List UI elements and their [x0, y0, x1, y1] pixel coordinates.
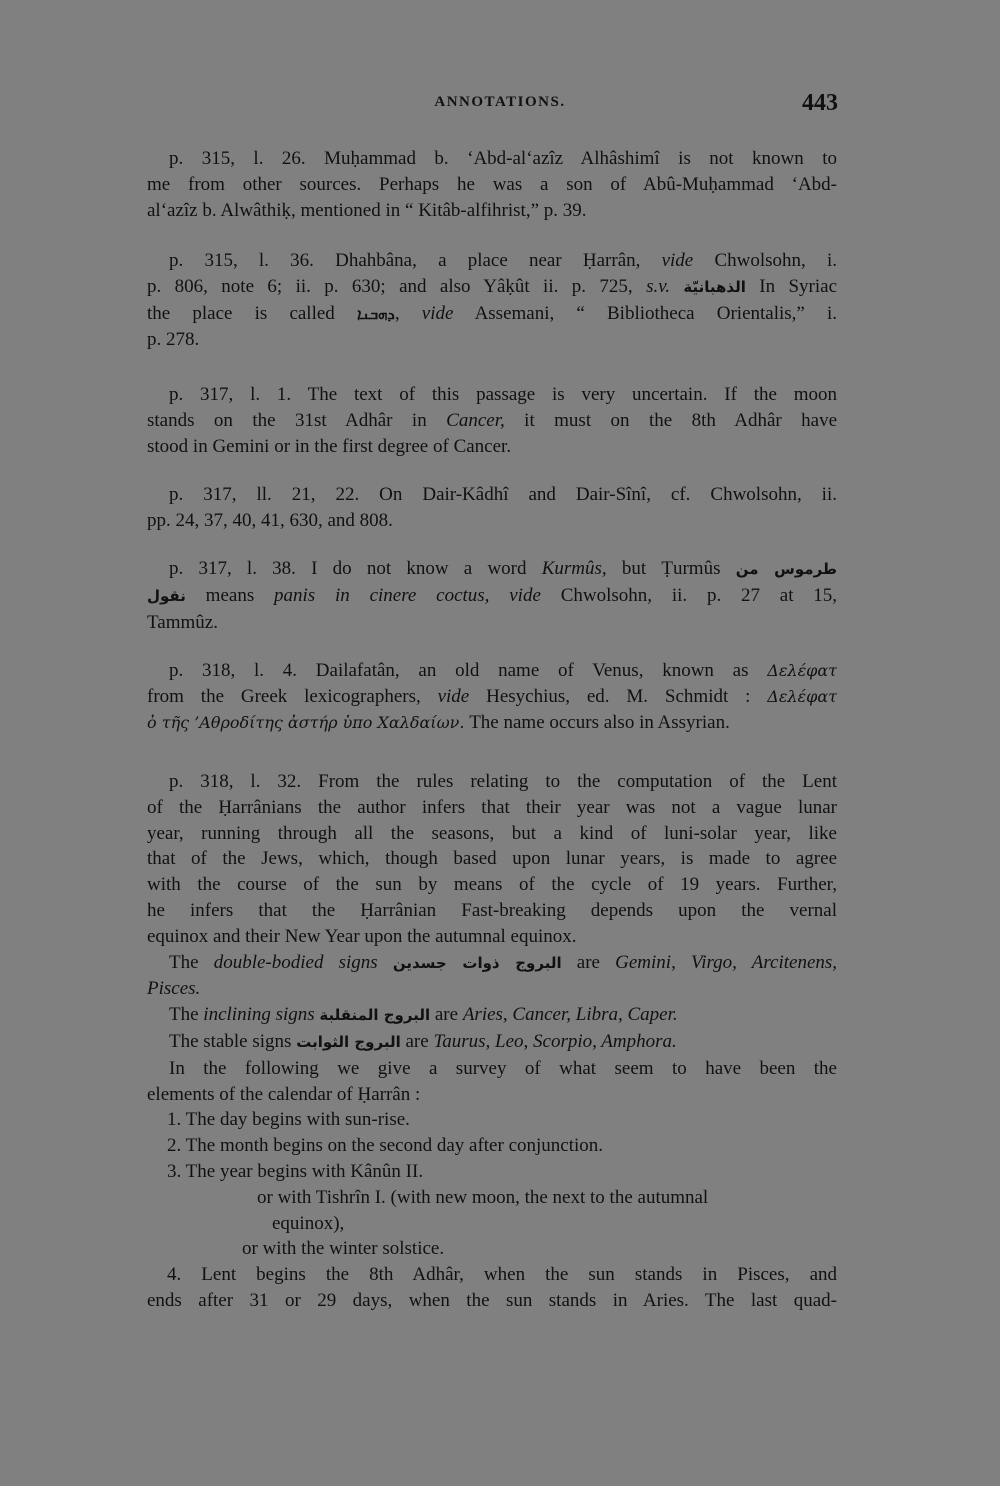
text-line [147, 248, 837, 274]
text-line [147, 408, 837, 434]
text-span: from the Greek lexicographers, [147, 685, 421, 707]
text-span: means [205, 584, 255, 606]
text-span: In Syriac [759, 275, 838, 297]
text-line: p. 317, l. 1. The text of this passage is very uncertain. If the moon [169, 384, 837, 405]
text-line [147, 556, 837, 583]
text-span: Assemani, “ Bibliotheca Orientalis,” i. [474, 302, 838, 324]
arabic-word: طرموس من [735, 560, 838, 578]
text-line: p. 278. [147, 329, 200, 351]
arabic-word: البروج المنقلبة [319, 1006, 431, 1025]
text-line [147, 583, 837, 610]
text-line: year, running through all the seasons, but a kind of luni-solar year, like [147, 822, 837, 844]
text-span: are [434, 1004, 459, 1026]
text-line: elements of the calendar of Ḥarrân : [147, 1083, 421, 1105]
italic-term: double-bodied signs [213, 951, 378, 973]
italic-term: vide [509, 584, 541, 606]
running-header [0, 92, 1000, 126]
text-line: ends after 31 or 29 days, when the sun stands in Aries. The last quad- [147, 1289, 837, 1311]
text-line [147, 684, 837, 710]
text-line [147, 976, 837, 1002]
text-line: that of the Jews, which, though based upon lunar years, is made to agree [147, 848, 837, 870]
italic-term: Pisces. [147, 978, 201, 1000]
annotation-p317-l38 [147, 556, 837, 635]
greek-word: Δελέφατ [767, 686, 837, 706]
arabic-word: الذهبانيّة [683, 277, 746, 296]
list-subitem: equinox), [272, 1212, 345, 1234]
text-line: pp. 24, 37, 40, 41, 630, and 808. [147, 509, 393, 531]
italic-term: vide [437, 685, 470, 707]
text-span: p. 317, l. 38. I do not know a word [169, 558, 527, 579]
text-span: The [169, 1004, 199, 1026]
text-line: he infers that the Ḥarrânian Fast-breaking depends upon the vernal [147, 899, 837, 921]
annotation-p317-ll21-22 [147, 482, 837, 534]
text-line [147, 1002, 837, 1029]
arabic-word: البروج ذوات جسدين [392, 953, 562, 972]
text-line: p. 318, l. 32. From the rules relating to the computation of the Lent [169, 771, 837, 792]
text-line [147, 658, 837, 684]
page-number: 443 [802, 90, 838, 116]
list-subitem: or with the winter solstice. [242, 1238, 445, 1260]
text-span: The name occurs also in Assyrian. [469, 711, 730, 733]
text-line: In the following we give a survey of what seem to have been the [169, 1057, 837, 1079]
list-item: 2. The month begins on the second day after conjunction. [167, 1135, 604, 1157]
annotation-p315-l36 [147, 248, 837, 353]
text-span: Chwolsohn, i. [714, 250, 837, 271]
text-span: The stable signs [169, 1030, 292, 1052]
text-span: stands on the 31st Adhâr in [147, 409, 427, 431]
greek-phrase: ὁ τῆς ’Αθροδίτης ἀστήρ ὑπο Χαλδαίων. [147, 712, 465, 732]
text-span: Chwolsohn, ii. p. 27 at 15, [560, 584, 838, 606]
text-line [147, 1029, 837, 1056]
text-line: p. 317, ll. 21, 22. On Dair-Kâdhî and Dair-Sînî, cf. Chwolsohn, ii. [169, 484, 837, 505]
text-span: are [405, 1030, 429, 1052]
text-line: al‘azîz b. Alwâthiḳ, mentioned in “ Kitâb-alfihrist,” p. 39. [147, 199, 587, 221]
text-span: The [169, 951, 199, 973]
text-line [147, 274, 837, 301]
italic-term: vide [661, 250, 694, 271]
annotation-p318-l32 [147, 769, 837, 1314]
text-line: the place is called ܕܗܒܢܐ, vide Assemani, “ Bibliotheca Orientalis,” i. [147, 302, 838, 324]
italic-term: Gemini, Virgo, Arcitenens, [615, 951, 838, 973]
italic-term: s.v. [646, 275, 670, 297]
italic-term: Kurmûs, [541, 558, 607, 579]
annotation-p315-l26 [147, 146, 837, 223]
italic-term: panis in cinere coctus, [274, 584, 490, 606]
syriac-word: ܕܗܒܢܐ [356, 304, 395, 323]
text-span: Hesychius, ed. M. Schmidt : [486, 685, 751, 707]
list-subitem: or with Tishrîn I. (with new moon, the next to the autumnal [257, 1186, 709, 1208]
text-span: the place is called [147, 302, 335, 324]
italic-term: vide [421, 302, 454, 324]
text-span: p. 806, note 6; ii. p. 630; and also Yâḳût ii. p. 725, [147, 275, 633, 297]
text-line: me from other sources. Perhaps he was a son of Abû-Muḥammad ‘Abd- [147, 173, 837, 195]
text-line: stood in Gemini or in the first degree of Cancer. [147, 435, 512, 457]
text-span: are [576, 951, 600, 973]
arabic-word: البروج الثوابت [296, 1032, 401, 1051]
list-item: 4. Lent begins the 8th Adhâr, when the sun stands in Pisces, and [167, 1264, 837, 1286]
text-span: but Ṭurmûs [621, 558, 721, 579]
text-span: p. 315, l. 36. Dhahbâna, a place near Ḥarrân, [169, 250, 641, 271]
annotation-p318-l4 [147, 658, 837, 735]
running-title: ANNOTATIONS. [434, 94, 566, 110]
annotation-p317-l1 [147, 382, 837, 459]
text-line: with the course of the sun by means of the cycle of 19 years. Further, [147, 874, 837, 896]
text-line: p. 315, l. 26. Muḥammad b. ‘Abd-al‘azîz Alhâshimî is not known to [169, 148, 837, 169]
text-line: of the Ḥarrânians the author infers that their year was not a vague lunar [147, 796, 837, 818]
italic-term: inclining signs [203, 1004, 315, 1026]
italic-term: Aries, Cancer, Libra, Caper. [462, 1004, 678, 1026]
text-line: equinox and their New Year upon the autumnal equinox. [147, 925, 577, 947]
text-line [147, 710, 837, 736]
italic-term: Cancer, [446, 409, 505, 431]
text-line [147, 950, 837, 977]
text-span: it must on the 8th Adhâr have [524, 409, 838, 431]
text-span: p. 318, l. 4. Dailafatân, an old name of Venus, known as [169, 660, 749, 681]
list-item: 1. The day begins with sun-rise. [167, 1109, 410, 1131]
italic-term: Taurus, Leo, Scorpio, Amphora. [433, 1030, 677, 1052]
greek-word: Δελέφατ [767, 661, 838, 680]
list-item: 3. The year begins with Kânûn II. [167, 1160, 424, 1182]
text-line: Tammûz. [147, 611, 218, 633]
arabic-word: نقول [147, 586, 186, 605]
